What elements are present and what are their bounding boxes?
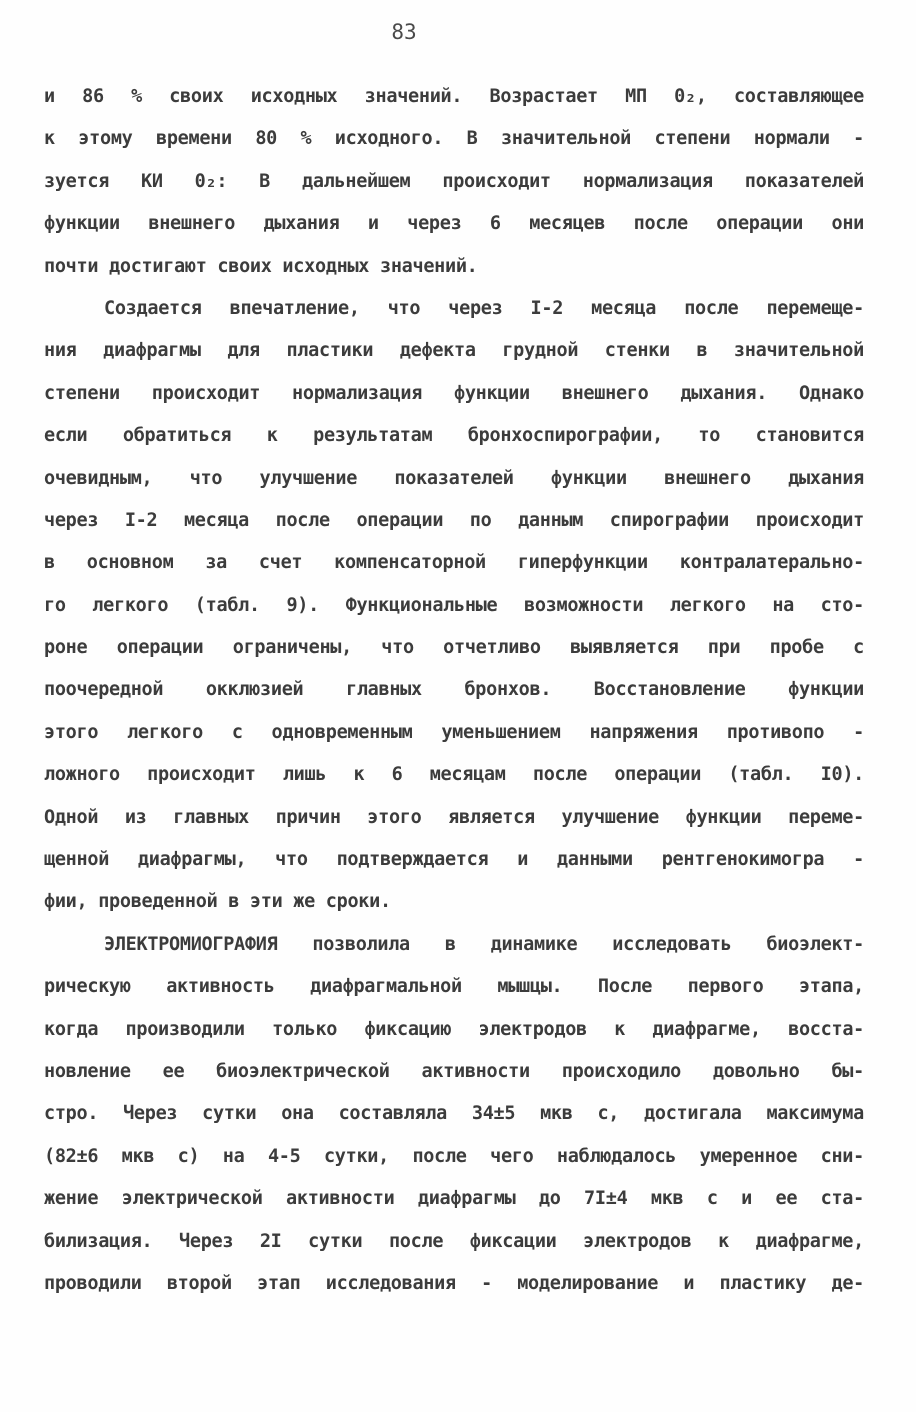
- text-line: Одной из главных причин этого является улучшение функции переме-: [44, 806, 864, 828]
- text-line: новление ее биоэлектрической активности происходило довольно бы-: [44, 1060, 864, 1082]
- text-line: в основном за счет компенсаторной гиперфункции контралатерально-: [44, 552, 864, 574]
- text-line: зуется КИ 0₂: В дальнейшем происходит нормализация показателей: [44, 170, 864, 192]
- text-line: (82±6 мкв с) на 4-5 сутки, после чего наблюдалось умеренное сни-: [44, 1145, 864, 1167]
- page-number: 83: [391, 20, 417, 44]
- text-line: ЭЛЕКТРОМИОГРАФИЯ позволила в динамике исследовать биоэлект-: [104, 933, 864, 955]
- text-line: жение электрической активности диафрагмы до 7I±4 мкв с и ее ста-: [44, 1188, 864, 1210]
- text-line: ложного происходит лишь к 6 месяцам после операции (табл. I0).: [44, 764, 864, 786]
- text-line: щенной диафрагмы, что подтверждается и данными рентгенокимогра -: [44, 849, 864, 871]
- text-line: рическую активность диафрагмальной мышцы. После первого этапа,: [44, 976, 864, 998]
- body-text: [44, 76, 864, 1305]
- text-line: степени происходит нормализация функции внешнего дыхания. Однако: [44, 382, 864, 404]
- text-line: к этому времени 80 % исходного. В значительной степени нормали -: [44, 128, 864, 150]
- text-line: через I-2 месяца после операции по данным спирографии происходит: [44, 509, 864, 531]
- text-line: роне операции ограничены, что отчетливо выявляется при пробе с: [44, 637, 864, 659]
- text-line: когда производили только фиксацию электродов к диафрагме, восста-: [44, 1018, 864, 1040]
- paragraph-2: [44, 288, 864, 924]
- text-line: очевидным, что улучшение показателей функции внешнего дыхания: [44, 467, 864, 489]
- text-line: функции внешнего дыхания и через 6 месяцев после операции они: [44, 213, 864, 235]
- text-line: го легкого (табл. 9). Функциональные возможности легкого на сто-: [44, 594, 864, 616]
- text-line: ния диафрагмы для пластики дефекта грудной стенки в значительной: [44, 340, 864, 362]
- text-line: если обратиться к результатам бронхоспирографии, то становится: [44, 425, 864, 447]
- text-line: фии, проведенной в эти же сроки.: [44, 891, 391, 913]
- paragraph-3: [44, 924, 864, 1306]
- text-line: и 86 % своих исходных значений. Возрастает МП 0₂, составляющее: [44, 86, 864, 107]
- text-line: поочередной окклюзией главных бронхов. Восстановление функции: [44, 679, 864, 701]
- text-line: стро. Через сутки она составляла 34±5 мкв с, достигала максимума: [44, 1103, 864, 1125]
- text-line: проводили второй этап исследования - моделирование и пластику де-: [44, 1272, 864, 1294]
- text-line: этого легкого с одновременным уменьшением напряжения противопо -: [44, 721, 864, 743]
- text-line: Создается впечатление, что через I-2 месяца после перемеще-: [104, 297, 864, 319]
- paragraph-1: [44, 76, 864, 288]
- text-line: почти достигают своих исходных значений.: [44, 255, 478, 277]
- text-line: билизация. Через 2I сутки после фиксации электродов к диафрагме,: [44, 1230, 864, 1252]
